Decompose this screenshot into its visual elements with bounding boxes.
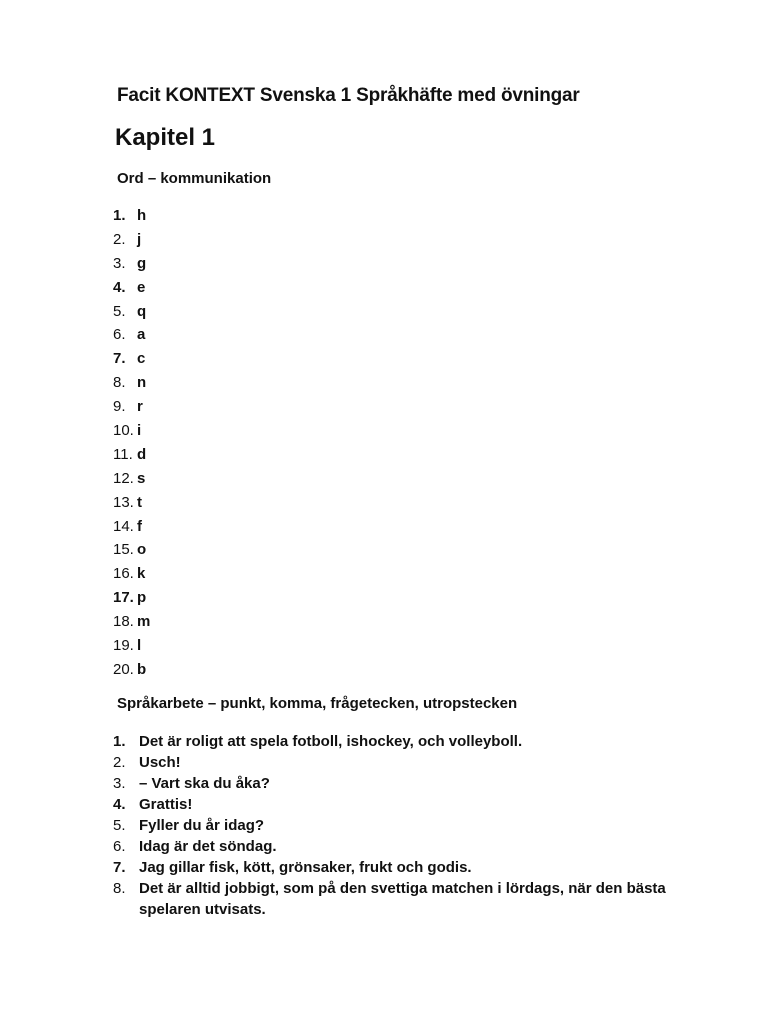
list-item: [113, 347, 150, 371]
list-item: [113, 252, 150, 276]
list-item: [113, 773, 673, 794]
item-number: 19.: [113, 637, 134, 655]
answer-list-sprakarbete: [113, 731, 673, 920]
item-number: 18.: [113, 613, 134, 631]
item-number: 1.: [113, 733, 126, 750]
list-item: [113, 515, 150, 539]
section-heading-sprakarbete: Språkarbete – punkt, komma, frågetecken, utropstecken: [117, 695, 518, 712]
item-answer: Jag gillar fisk, kött, grönsaker, frukt och godis.: [139, 859, 472, 876]
item-answer: g: [137, 254, 147, 272]
item-number: 1.: [113, 207, 126, 224]
item-number: 6.: [113, 326, 126, 344]
item-number: 4.: [113, 796, 126, 813]
item-answer: o: [137, 541, 147, 559]
item-answer: i: [137, 422, 142, 440]
item-number: 13.: [113, 493, 134, 511]
item-answer: Det är alltid jobbigt, som på den svettiga matchen i lördags, när den bästa spelaren utvisats.: [139, 880, 666, 918]
item-number: 16.: [113, 565, 134, 583]
list-item: [113, 395, 150, 419]
item-answer: Idag är det söndag.: [139, 838, 277, 855]
item-answer: m: [137, 613, 151, 631]
list-item: [113, 228, 150, 252]
item-number: 3.: [113, 254, 126, 272]
list-item: [113, 794, 673, 815]
list-item: [113, 857, 673, 878]
item-answer: h: [137, 207, 147, 224]
item-answer: j: [137, 230, 142, 248]
list-item: [113, 419, 150, 443]
list-item: [113, 300, 150, 324]
list-item: [113, 371, 150, 395]
list-item: [113, 836, 673, 857]
item-number: 7.: [113, 859, 126, 876]
item-number: 9.: [113, 398, 126, 416]
item-number: 14.: [113, 517, 134, 535]
item-answer: a: [137, 326, 146, 344]
item-number: 20.: [113, 660, 134, 678]
item-answer: p: [137, 589, 147, 607]
item-number: 11.: [113, 445, 133, 463]
item-number: 5.: [113, 302, 126, 320]
item-number: 5.: [113, 817, 126, 834]
item-answer: Usch!: [139, 754, 181, 771]
list-item: [113, 323, 150, 347]
item-answer: t: [137, 493, 142, 511]
list-item: [113, 752, 673, 773]
item-answer: d: [137, 445, 147, 463]
item-number: 17.: [113, 589, 134, 607]
list-item: [113, 731, 673, 752]
list-item: [113, 634, 150, 658]
item-answer: c: [137, 350, 146, 368]
item-answer: Det är roligt att spela fotboll, ishockey, och volleyboll.: [139, 733, 523, 750]
answer-list-ord-kommunikation: [113, 204, 150, 682]
item-answer: b: [137, 660, 147, 678]
section-heading-ord-kommunikation: Ord – kommunikation: [117, 170, 272, 187]
list-item: [113, 815, 673, 836]
item-answer: r: [137, 398, 143, 416]
item-answer: k: [137, 565, 146, 583]
item-number: 15.: [113, 541, 134, 559]
chapter-heading: Kapitel 1: [115, 124, 216, 151]
document-title: Facit KONTEXT Svenska 1 Språkhäfte med övningar: [117, 85, 580, 106]
item-answer: Fyller du år idag?: [139, 817, 265, 834]
item-number: 7.: [113, 350, 126, 368]
item-number: 8.: [113, 374, 126, 392]
item-answer: – Vart ska du åka?: [139, 775, 270, 792]
item-answer: f: [137, 517, 142, 535]
list-item: [113, 586, 150, 610]
list-item: [113, 538, 150, 562]
item-answer: q: [137, 302, 147, 320]
item-number: 8.: [113, 880, 126, 897]
item-number: 10.: [113, 422, 134, 440]
item-answer: n: [137, 374, 147, 392]
item-number: 2.: [113, 230, 126, 248]
item-number: 6.: [113, 838, 126, 855]
list-item: [113, 562, 150, 586]
list-item: [113, 491, 150, 515]
list-item: [113, 658, 150, 682]
list-item: [113, 467, 150, 491]
item-answer: Grattis!: [139, 796, 193, 813]
list-item: [113, 443, 150, 467]
item-answer: e: [137, 278, 146, 296]
list-item: [113, 276, 150, 300]
item-answer: l: [137, 637, 142, 655]
item-number: 3.: [113, 775, 126, 792]
list-item: [113, 610, 150, 634]
list-item: [113, 878, 673, 920]
item-number: 12.: [113, 469, 134, 487]
list-item: [113, 204, 150, 228]
item-number: 4.: [113, 278, 126, 296]
item-number: 2.: [113, 754, 126, 771]
item-answer: s: [137, 469, 146, 487]
